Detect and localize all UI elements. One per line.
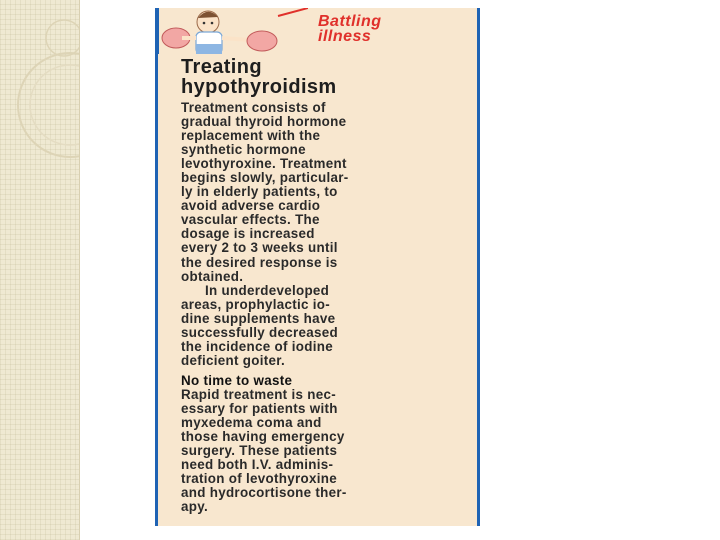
paragraph-line: every 2 to 3 weeks until bbox=[181, 240, 338, 256]
article-body bbox=[181, 101, 471, 514]
paragraph-line: synthetic hormone bbox=[181, 142, 306, 158]
paragraph-line: Rapid treatment is nec- bbox=[181, 386, 336, 402]
series-label-line: illness bbox=[318, 28, 372, 45]
paragraph-line: areas, prophylactic io- bbox=[181, 296, 331, 312]
paragraph-line: successfully decreased bbox=[181, 324, 338, 340]
paragraph-line: dosage is increased bbox=[181, 226, 315, 242]
paragraph-line: deficient goiter. bbox=[181, 352, 286, 368]
paragraph-line: obtained. bbox=[181, 268, 244, 284]
boxing-character-icon bbox=[158, 8, 308, 54]
paragraph-line: the incidence of iodine bbox=[181, 338, 333, 354]
paragraph-line: myxedema coma and bbox=[181, 415, 322, 431]
series-label bbox=[318, 14, 382, 44]
paragraph-line: gradual thyroid hormone bbox=[181, 114, 347, 130]
paragraph-line: ly in elderly patients, to bbox=[181, 184, 338, 200]
paragraph-line: In underdeveloped bbox=[205, 282, 330, 298]
paragraph-line: and hydrocortisone ther- bbox=[181, 485, 347, 501]
paragraph-line: need both I.V. adminis- bbox=[181, 457, 334, 473]
article-clipping bbox=[155, 8, 480, 526]
article-title-line: hypothyroidism bbox=[181, 76, 337, 98]
paragraph-line: levothyroxine. Treatment bbox=[181, 156, 347, 172]
decorative-side-strip bbox=[0, 0, 80, 540]
paragraph-line: those having emergency bbox=[181, 429, 345, 445]
paragraph-line: tration of levothyroxine bbox=[181, 471, 338, 487]
paragraph-line: avoid adverse cardio bbox=[181, 198, 321, 214]
article-title bbox=[181, 57, 337, 97]
paragraph-line: Treatment consists of bbox=[181, 100, 326, 115]
paragraph-line: the desired response is bbox=[181, 254, 338, 270]
concentric-circles-icon bbox=[0, 0, 79, 540]
paragraph-line: replacement with the bbox=[181, 128, 321, 144]
paragraph-line: begins slowly, particular- bbox=[181, 170, 349, 186]
paragraph-line: apy. bbox=[181, 499, 208, 515]
paragraph-line: surgery. These patients bbox=[181, 443, 338, 459]
article-title-line: Treating bbox=[181, 56, 262, 78]
paragraph-line: vascular effects. The bbox=[181, 212, 320, 228]
paragraph-line: dine supplements have bbox=[181, 310, 336, 326]
series-label-line: Battling bbox=[318, 13, 382, 30]
section-subheading: No time to waste bbox=[181, 372, 293, 388]
paragraph-line: essary for patients with bbox=[181, 400, 338, 416]
